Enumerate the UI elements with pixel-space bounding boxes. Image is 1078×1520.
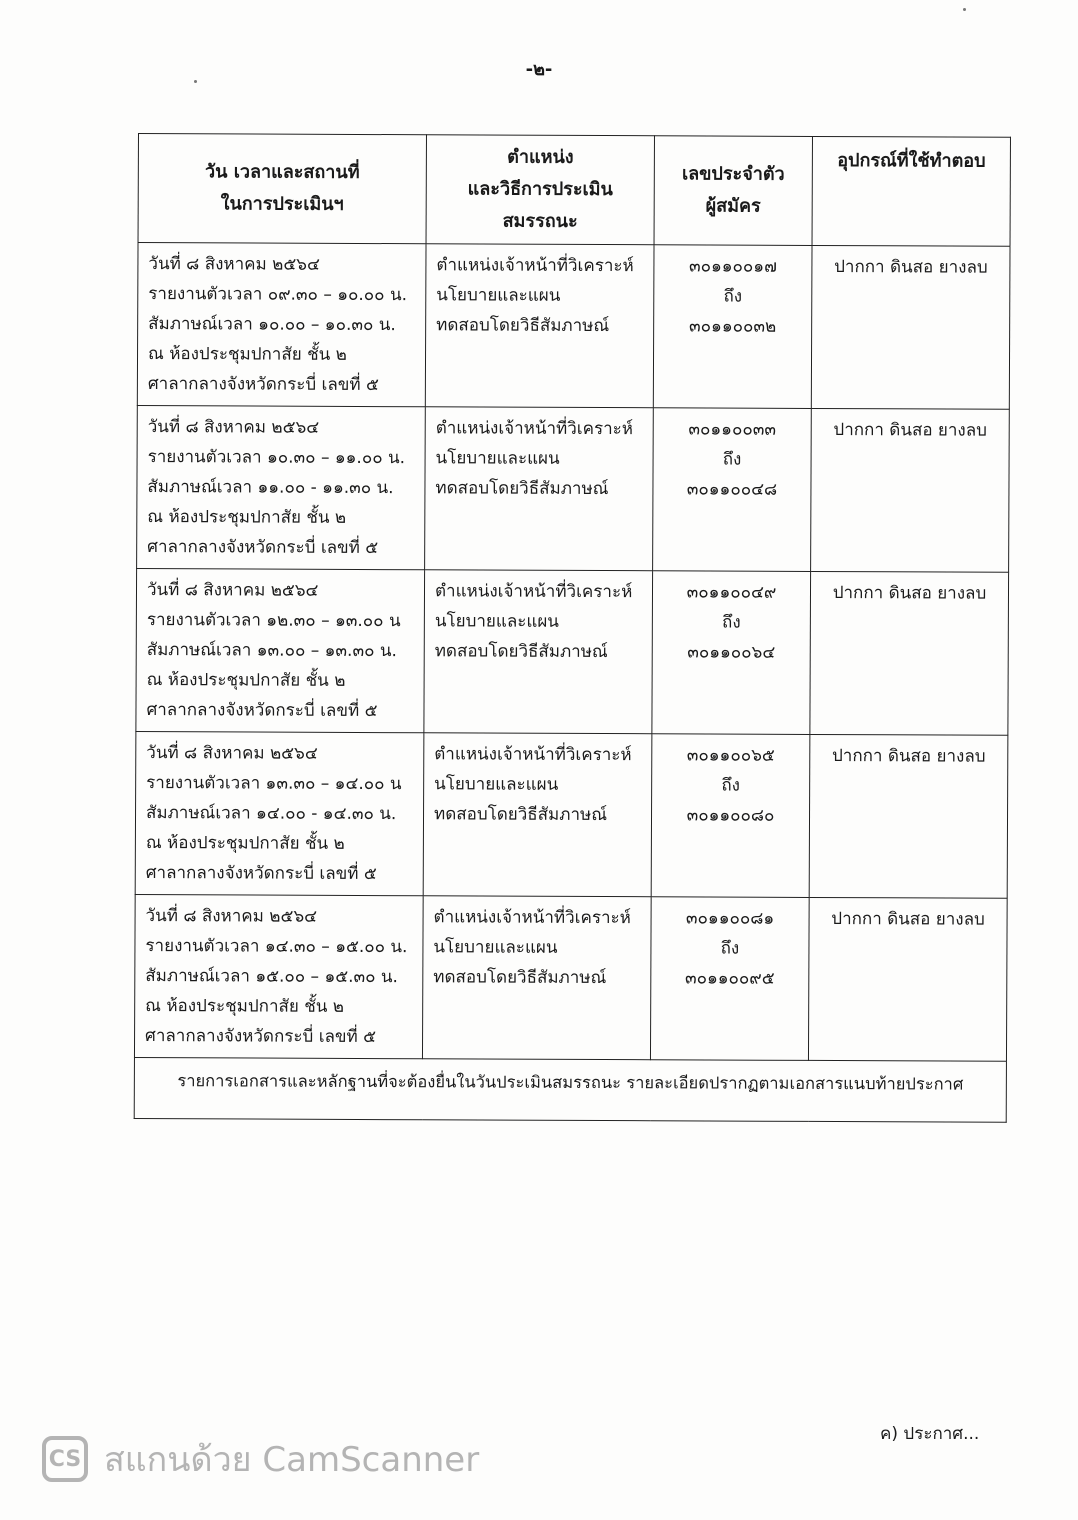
cell-schedule: วันที่ ๘ สิงหาคม ๒๕๖๔ รายงานตัวเวลา ๐๙.๓๐ – ๑๐.๐๐ น. สัมภาษณ์เวลา ๑๐.๐๐ – ๑๐.๓๐ น. ณ ห้องประชุมปกาสัย ชั้น ๒ ศาลากลางจังหวัดกระบี่ เลขที่ ๕ bbox=[137, 243, 426, 407]
cell-applicant-ids: ๓๐๑๑๐๐๖๕ ถึง ๓๐๑๑๐๐๘๐ bbox=[651, 734, 810, 898]
table-footer-row bbox=[134, 1057, 1006, 1122]
header-equipment: อุปกรณ์ที่ใช้ทำตอบ bbox=[812, 136, 1010, 246]
page-number: -๒- bbox=[525, 59, 553, 80]
watermark-text: สแกนด้วย CamScanner bbox=[104, 1440, 480, 1480]
cell-equipment: ปากกา ดินสอ ยางลบ bbox=[808, 897, 1007, 1061]
cell-applicant-ids: ๓๐๑๑๐๐๘๑ ถึง ๓๐๑๑๐๐๙๕ bbox=[650, 897, 809, 1061]
documents-note: รายการเอกสารและหลักฐานที่จะต้องยื่นในวันประเมินสมรรถนะ รายละเอียดปรากฏตามเอกสารแนบท้ายประกาศ bbox=[134, 1057, 1006, 1122]
cell-equipment: ปากกา ดินสอ ยางลบ bbox=[811, 245, 1010, 409]
cell-schedule: วันที่ ๘ สิงหาคม ๒๕๖๔ รายงานตัวเวลา ๑๐.๓๐ – ๑๑.๐๐ น. สัมภาษณ์เวลา ๑๑.๐๐ - ๑๑.๓๐ น. ณ ห้องประชุมปกาสัย ชั้น ๒ ศาลากลางจังหวัดกระบี่ เลขที่ ๕ bbox=[137, 405, 426, 569]
table-row bbox=[135, 731, 1008, 898]
table-row bbox=[137, 243, 1010, 410]
header-applicant-id: เลขประจำตัว ผู้สมัคร bbox=[654, 136, 812, 246]
cell-position: ตำแหน่งเจ้าหน้าที่วิเคราะห์ นโยบายและแผน ทดสอบโดยวิธีสัมภาษณ์ bbox=[425, 244, 654, 408]
table-row bbox=[134, 894, 1007, 1061]
cell-schedule: วันที่ ๘ สิงหาคม ๒๕๖๔ รายงานตัวเวลา ๑๓.๓๐ – ๑๔.๐๐ น สัมภาษณ์เวลา ๑๔.๐๐ - ๑๔.๓๐ น. ณ ห้องประชุมปกาสัย ชั้น ๒ ศาลากลางจังหวัดกระบี่ เลขที่ ๕ bbox=[135, 731, 424, 895]
cell-position: ตำแหน่งเจ้าหน้าที่วิเคราะห์ นโยบายและแผน ทดสอบโดยวิธีสัมภาษณ์ bbox=[423, 733, 652, 897]
table-row bbox=[137, 405, 1010, 572]
header-position: ตำแหน่ง และวิธีการประเมิน สมรรถนะ bbox=[426, 135, 654, 245]
header-schedule: วัน เวลาและสถานที่ ในการประเมินฯ bbox=[138, 134, 426, 244]
scan-speck bbox=[963, 8, 966, 11]
cell-applicant-ids: ๓๐๑๑๐๐๔๙ ถึง ๓๐๑๑๐๐๖๔ bbox=[652, 571, 811, 735]
cell-equipment: ปากกา ดินสอ ยางลบ bbox=[810, 571, 1009, 735]
cell-position: ตำแหน่งเจ้าหน้าที่วิเคราะห์ นโยบายและแผน ทดสอบโดยวิธีสัมภาษณ์ bbox=[422, 896, 651, 1060]
cell-position: ตำแหน่งเจ้าหน้าที่วิเคราะห์ นโยบายและแผน ทดสอบโดยวิธีสัมภาษณ์ bbox=[425, 407, 654, 571]
camscanner-logo-icon: CS bbox=[42, 1436, 88, 1482]
cell-schedule: วันที่ ๘ สิงหาคม ๒๕๖๔ รายงานตัวเวลา ๑๒.๓๐ – ๑๓.๐๐ น สัมภาษณ์เวลา ๑๓.๐๐ – ๑๓.๓๐ น. ณ ห้องประชุมปกาสัย ชั้น ๒ ศาลากลางจังหวัดกระบี่ เลขที่ ๕ bbox=[136, 568, 425, 732]
table-row bbox=[136, 568, 1009, 735]
camscanner-watermark bbox=[42, 1432, 479, 1486]
cell-applicant-ids: ๓๐๑๑๐๐๓๓ ถึง ๓๐๑๑๐๐๔๘ bbox=[653, 408, 812, 572]
table-header-row bbox=[138, 134, 1010, 247]
cell-schedule: วันที่ ๘ สิงหาคม ๒๕๖๔ รายงานตัวเวลา ๑๔.๓๐ – ๑๕.๐๐ น. สัมภาษณ์เวลา ๑๕.๐๐ – ๑๕.๓๐ น. ณ ห้องประชุมปกาสัย ชั้น ๒ ศาลากลางจังหวัดกระบี่ เลขที่ ๕ bbox=[134, 894, 423, 1058]
cell-equipment: ปากกา ดินสอ ยางลบ bbox=[809, 734, 1008, 898]
cell-position: ตำแหน่งเจ้าหน้าที่วิเคราะห์ นโยบายและแผน ทดสอบโดยวิธีสัมภาษณ์ bbox=[424, 570, 653, 734]
assessment-schedule-table bbox=[134, 133, 1011, 1123]
next-page-reference: ค) ประกาศ... bbox=[880, 1424, 980, 1444]
cell-applicant-ids: ๓๐๑๑๐๐๑๗ ถึง ๓๐๑๑๐๐๓๒ bbox=[653, 245, 812, 409]
cell-equipment: ปากกา ดินสอ ยางลบ bbox=[811, 408, 1010, 572]
scan-speck bbox=[194, 80, 197, 83]
